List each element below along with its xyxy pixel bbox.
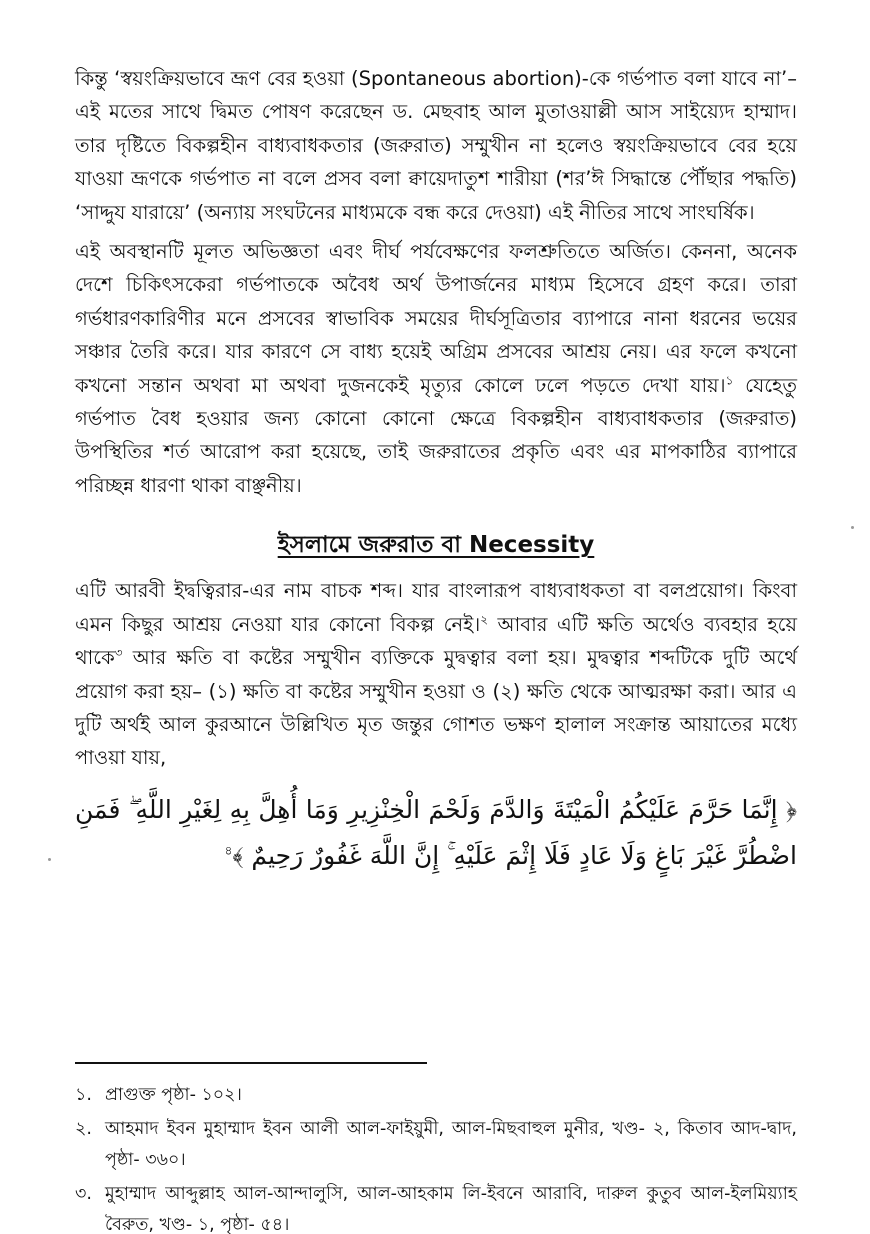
footnote-text: মুহাম্মাদ আব্দুল্লাহ আল-আন্দালুসি, আল-আহকাম লি-ইবনে আরাবি, দারুল কুতুব আল-ইলমিয়্যাহ বৈরুত, খণ্ড- ১, পৃষ্ঠা- ৫৪। (105, 1184, 797, 1234)
footnote-divider (75, 1062, 427, 1064)
footnote-ref-3[interactable]: ৩ (114, 645, 123, 660)
footnote-ref-2[interactable]: ২ (480, 612, 489, 627)
footnote-ref-4[interactable]: ৪ (224, 843, 233, 858)
footnote-number: ১. (75, 1085, 92, 1105)
footnote-3 (75, 1179, 797, 1234)
paragraph-1 (75, 62, 797, 229)
paragraph-2-text-b: যেহেতু গর্ভপাত বৈধ হওয়ার জন্য কোনো কোনো ক্ষেত্রে বিকল্পহীন বাধ্যবাধকতার (জরুরাত) উপস্থিতির শর্ত আরোপ করা হয়েছে, তাই জরুরাতের প্রকৃতি এবং এর মাপকাঠির ব্যাপারে পরিচ্ছন্ন ধারণা থাকা বাঞ্ছনীয়। (75, 373, 797, 497)
footnote-number: ৩. (75, 1184, 92, 1204)
paragraph-3-text-a: এটি আরবী ইদ্বত্বিরার-এর নাম বাচক শব্দ। যার বাংলারূপ বাধ্যবাধকতা বা বলপ্রয়োগ। কিংবা এমন কিছুর আশ্রয় নেওয়া যার কোনো বিকল্প নেই। (75, 579, 797, 636)
paragraph-1-text: কিন্তু ‘স্বয়ংক্রিয়ভাবে ভ্রূণ বের হওয়া (Spontaneous abortion)-কে গর্ভপাত বলা যাবে না’– এই মতের সাথে দ্বিমত পোষণ করেছেন ড. মেছবাহ আল মুতাওয়াল্লী আস সাইয়্যেদ হাম্মাদ। তার দৃষ্টিতে বিকল্পহীন বাধ্যবাধকতার (জরুরাত) সম্মুখীন না হলেও স্বয়ংক্রিয়ভাবে বের হয়ে যাওয়া ভ্রূণকে গর্ভপাত না বলে প্রসব বলা ক্বায়েদাতুশ শারীয়া (শর’ঈ সিদ্ধান্তে পৌঁছার পদ্ধতি) ‘সাদ্দুয যারায়ে’ (অন্যায় সংঘটনের মাধ্যমকে বন্ধ করে দেওয়া) এই নীতির সাথে সাংঘর্ষিক। (75, 67, 797, 224)
paragraph-3-text-b: আবার এটি ক্ষতি অর্থেও ব্যবহার হয়ে থাকে (75, 612, 797, 670)
paragraph-2 (75, 235, 797, 502)
quran-verse-text: ﴿ إِنَّمَا حَرَّمَ عَلَيْكُمُ الْمَيْتَةَ وَالدَّمَ وَلَحْمَ الْخِنْزِيرِ وَمَا أُهِلَّ بِهِ لِغَيْرِ اللَّهِ ۖ فَمَنِ اضْطُرَّ غَيْرَ بَاغٍ وَلَا عَادٍ فَلَا إِثْمَ عَلَيْهِ ۚ إِنَّ اللَّهَ غَفُورٌ رَحِيمٌ ﴾ (75, 794, 797, 870)
footnote-2 (75, 1114, 797, 1176)
scan-speck (48, 858, 51, 861)
section-heading: ইসলামে জরুরাত বা Necessity (277, 532, 595, 559)
paragraph-3 (75, 574, 797, 774)
footnote-number: ২. (75, 1119, 92, 1139)
footnote-ref-1[interactable]: ১ (725, 373, 734, 388)
footnotes (75, 1080, 797, 1234)
footnote-1 (75, 1080, 797, 1111)
footnote-text: আহমাদ ইবন মুহাম্মাদ ইবন আলী আল-ফাইয়ুমী, আল-মিছবাহুল মুনীর, খণ্ড- ২, কিতাব আদ-দ্বাদ, পৃষ্ঠা- ৩৬০। (105, 1119, 797, 1170)
main-content (75, 62, 797, 879)
paragraph-3-text-c: আর ক্ষতি বা কষ্টের সম্মুখীন ব্যক্তিকে মুদ্বত্বার বলা হয়। মুদ্বত্বার শব্দটিকে দুটি অর্থে প্রয়োগ করা হয়– (১) ক্ষতি বা কষ্টের সম্মুখীন হওয়া ও (২) ক্ষতি থেকে আত্মরক্ষা করা। আর এ দুটি অর্থই আল কুরআনে উল্লিখিত মৃত জন্তুর গোশত ভক্ষণ হালাল সংক্রান্ত আয়াতের মধ্যে পাওয়া যায়, (75, 646, 797, 770)
footnote-text: প্রাগুক্ত পৃষ্ঠা- ১০২। (105, 1085, 242, 1105)
quran-verse (75, 787, 797, 879)
paragraph-2-text-a: এই অবস্থানটি মূলত অভিজ্ঞতা এবং দীর্ঘ পর্যবেক্ষণের ফলশ্রুতিতে অর্জিত। কেননা, অনেক দেশে চিকিৎসকেরা গর্ভপাতকে অবৈধ অর্থ উপার্জনের মাধ্যম হিসেবে গ্রহণ করে। তারা গর্ভধারণকারিণীর মনে প্রসবের স্বাভাবিক সময়ের দীর্ঘসূত্রিতার ব্যাপারে নানা ধরনের ভয়ের সঞ্চার তৈরি করে। যার কারণে সে বাধ্য হয়েই অগ্রিম প্রসবের আশ্রয় নেয়। এর ফলে কখনো কখনো সন্তান অথবা মা অথবা দুজনকেই মৃত্যুর কোলে ঢলে পড়তে দেখা যায়। (75, 240, 797, 397)
scan-speck (851, 526, 854, 529)
